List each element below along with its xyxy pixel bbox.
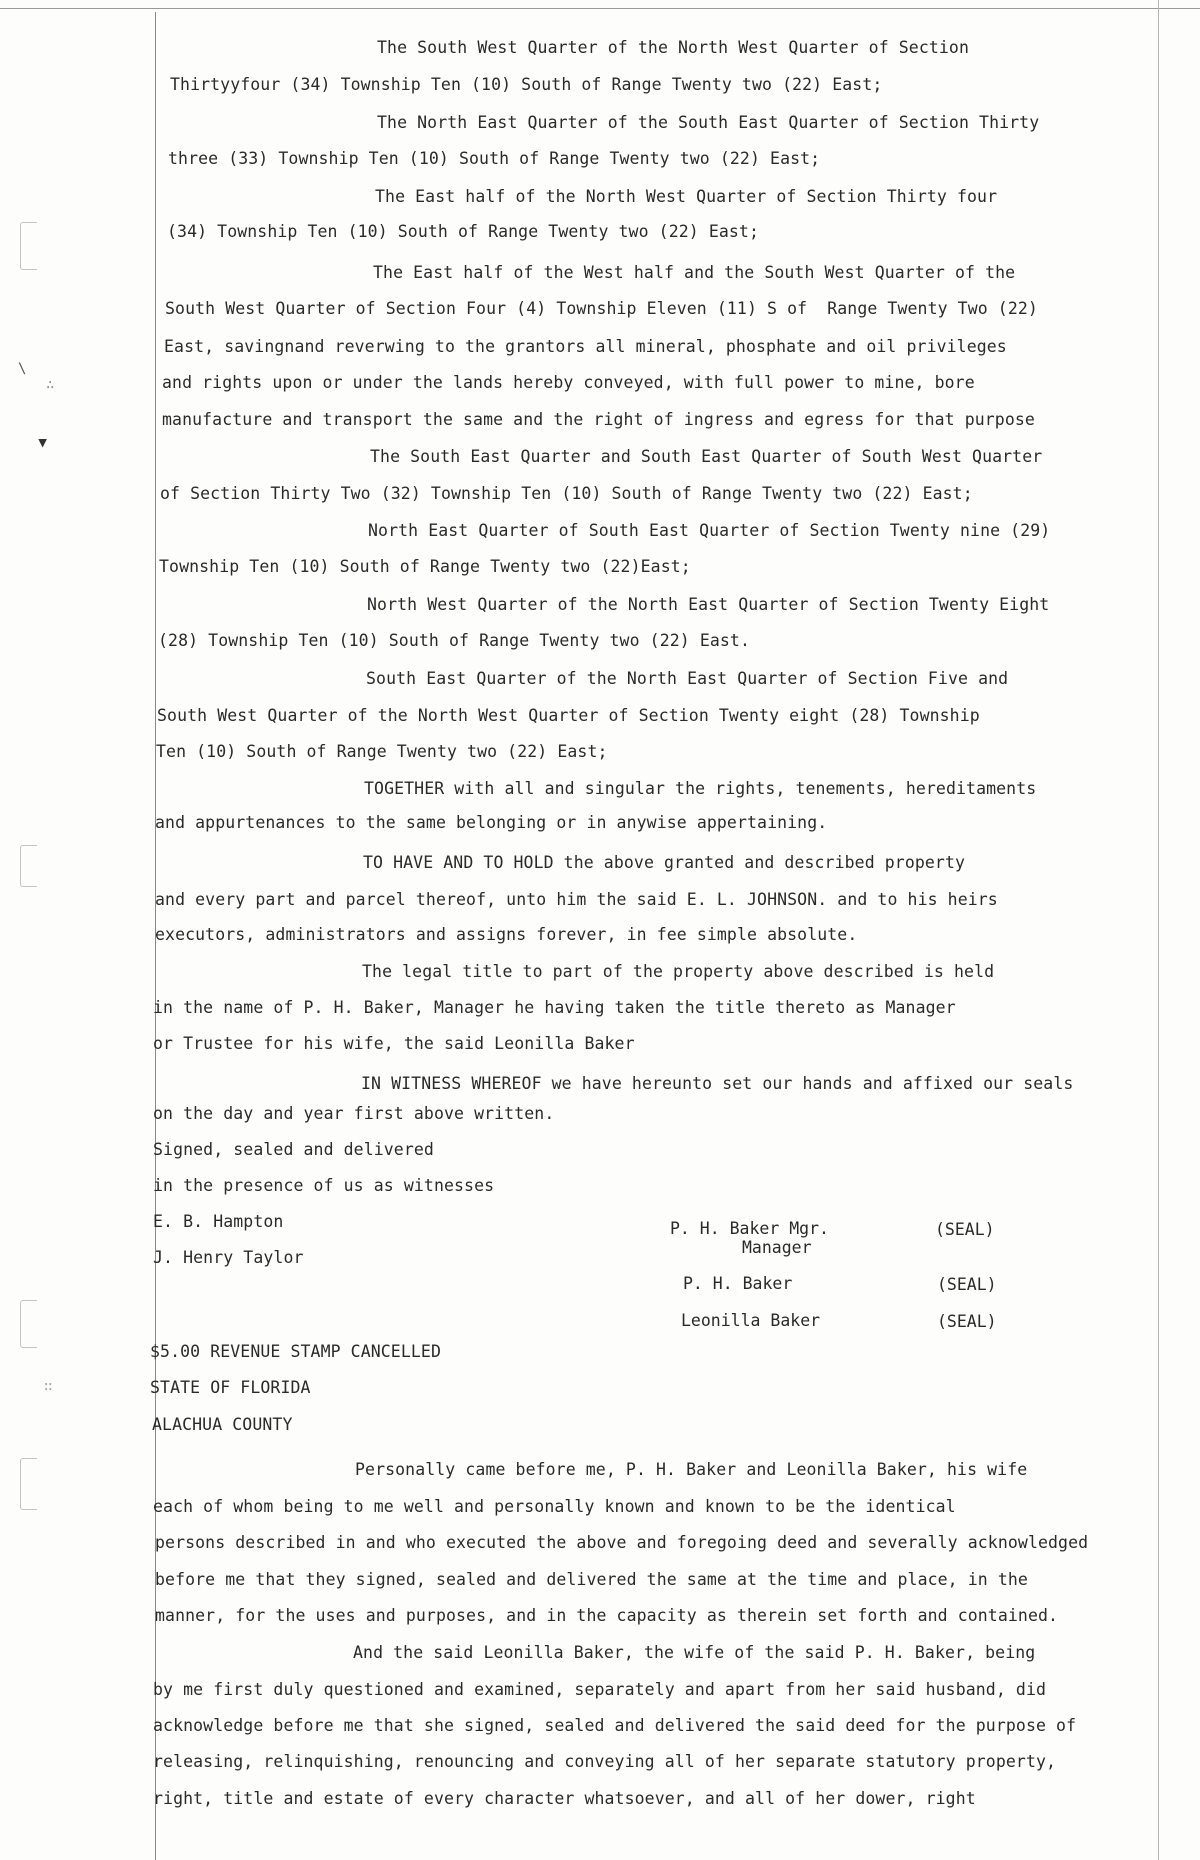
deed-line: Signed, sealed and delivered (153, 1140, 434, 1159)
punch-hole-mark (20, 1300, 37, 1348)
seal-label: (SEAL) (937, 1312, 997, 1331)
acknowledgment-line: And the said Leonilla Baker, the wife of the said P. H. Baker, being (353, 1643, 1036, 1662)
deed-line: on the day and year first above written. (153, 1104, 555, 1123)
deed-line: or Trustee for his wife, the said Leonilla Baker (153, 1034, 635, 1053)
revenue-stamp-note: $5.00 REVENUE STAMP CANCELLED (150, 1342, 441, 1361)
deed-line: and appurtenances to the same belonging or in anywise appertaining. (155, 813, 828, 832)
deed-line: IN WITNESS WHEREOF we have hereunto set our hands and affixed our seals (361, 1074, 1074, 1093)
deed-line: manufacture and transport the same and the right of ingress and egress for that purpose (162, 410, 1035, 429)
deed-line: The East half of the North West Quarter of Section Thirty four (375, 187, 998, 206)
acknowledgment-line: each of whom being to me well and personally known and known to be the identical (153, 1497, 956, 1516)
ink-speck: \ (18, 361, 27, 377)
deed-line: East, savingnand reverwing to the grantors all mineral, phosphate and oil privileges (164, 337, 1007, 356)
signature-name: P. H. Baker (683, 1274, 793, 1293)
deed-line: South West Quarter of the North West Quarter of Section Twenty eight (28) Township (157, 706, 980, 725)
deed-line: The legal title to part of the property above described is held (362, 962, 995, 981)
acknowledgment-line: persons described in and who executed the above and foregoing deed and severally acknowledged (155, 1533, 1089, 1552)
signature-title: Manager (742, 1238, 812, 1257)
deed-line: The South East Quarter and South East Quarter of South West Quarter (370, 447, 1043, 466)
acknowledgment-line: acknowledge before me that she signed, sealed and delivered the said deed for the purpose of (153, 1716, 1077, 1735)
deed-line: (34) Township Ten (10) South of Range Twenty two (22) East; (167, 222, 759, 241)
venue-county: ALACHUA COUNTY (152, 1415, 293, 1434)
deed-line: three (33) Township Ten (10) South of Range Twenty two (22) East; (168, 149, 821, 168)
deed-line: of Section Thirty Two (32) Township Ten (10) South of Range Twenty two (22) East; (160, 484, 973, 503)
seal-label: (SEAL) (937, 1275, 997, 1294)
acknowledgment-line: releasing, relinquishing, renouncing and conveying all of her separate statutory property, (153, 1752, 1057, 1771)
deed-line: and rights upon or under the lands hereby conveyed, with full power to mine, bore (162, 373, 975, 392)
punch-hole-mark (20, 845, 37, 887)
deed-line: North East Quarter of South East Quarter of Section Twenty nine (29) (368, 521, 1051, 540)
deed-line: North West Quarter of the North East Quarter of Section Twenty Eight (367, 595, 1050, 614)
deed-line: The South West Quarter of the North West Quarter of Section (377, 38, 969, 57)
top-margin-rule (0, 8, 1200, 9)
acknowledgment-line: by me first duly questioned and examined, separately and apart from her said husband, did (153, 1680, 1047, 1699)
punch-hole-mark (20, 222, 37, 270)
deed-line: in the presence of us as witnesses (153, 1176, 495, 1195)
acknowledgment-line: manner, for the uses and purposes, and in the capacity as therein set forth and contained. (155, 1606, 1059, 1625)
acknowledgment-line: before me that they signed, sealed and delivered the same at the time and place, in the (155, 1570, 1028, 1589)
signature-name: Leonilla Baker (681, 1311, 821, 1330)
deed-line: South East Quarter of the North East Quarter of Section Five and (366, 669, 1009, 688)
acknowledgment-line: right, title and estate of every character whatsoever, and all of her dower, right (153, 1789, 976, 1808)
witness-name: E. B. Hampton (153, 1212, 284, 1231)
deed-line: South West Quarter of Section Four (4) Township Eleven (11) S of Range Twenty Two (22) (165, 299, 1038, 318)
deed-line: TO HAVE AND TO HOLD the above granted and described property (363, 853, 966, 872)
deed-line: (28) Township Ten (10) South of Range Twenty two (22) East. (158, 631, 750, 650)
deed-line: TOGETHER with all and singular the rights, tenements, hereditaments (364, 779, 1037, 798)
punch-hole-mark (20, 1458, 37, 1510)
ink-speck: ∷ (44, 1379, 53, 1395)
deed-line: executors, administrators and assigns forever, in fee simple absolute. (155, 925, 858, 944)
acknowledgment-line: Personally came before me, P. H. Baker and Leonilla Baker, his wife (355, 1460, 1028, 1479)
deed-line: in the name of P. H. Baker, Manager he having taken the title thereto as Manager (153, 998, 956, 1017)
signature-name: P. H. Baker Mgr. (670, 1219, 829, 1238)
seal-label: (SEAL) (935, 1220, 995, 1239)
deed-line: Ten (10) South of Range Twenty two (22) East; (156, 742, 608, 761)
deed-line: Township Ten (10) South of Range Twenty two (22)East; (159, 557, 691, 576)
witness-name: J. Henry Taylor (153, 1248, 304, 1267)
ink-speck: ∴ (46, 377, 55, 393)
deed-line: The East half of the West half and the South West Quarter of the (373, 263, 1016, 282)
right-margin-rule (1158, 0, 1159, 1860)
deed-line: The North East Quarter of the South East Quarter of Section Thirty (377, 113, 1040, 132)
ink-blot: ▾ (36, 430, 50, 455)
venue-state: STATE OF FLORIDA (150, 1378, 311, 1397)
deed-line: Thirtyyfour (34) Township Ten (10) South of Range Twenty two (22) East; (170, 75, 883, 94)
deed-line: and every part and parcel thereof, unto him the said E. L. JOHNSON. and to his heirs (155, 890, 998, 909)
